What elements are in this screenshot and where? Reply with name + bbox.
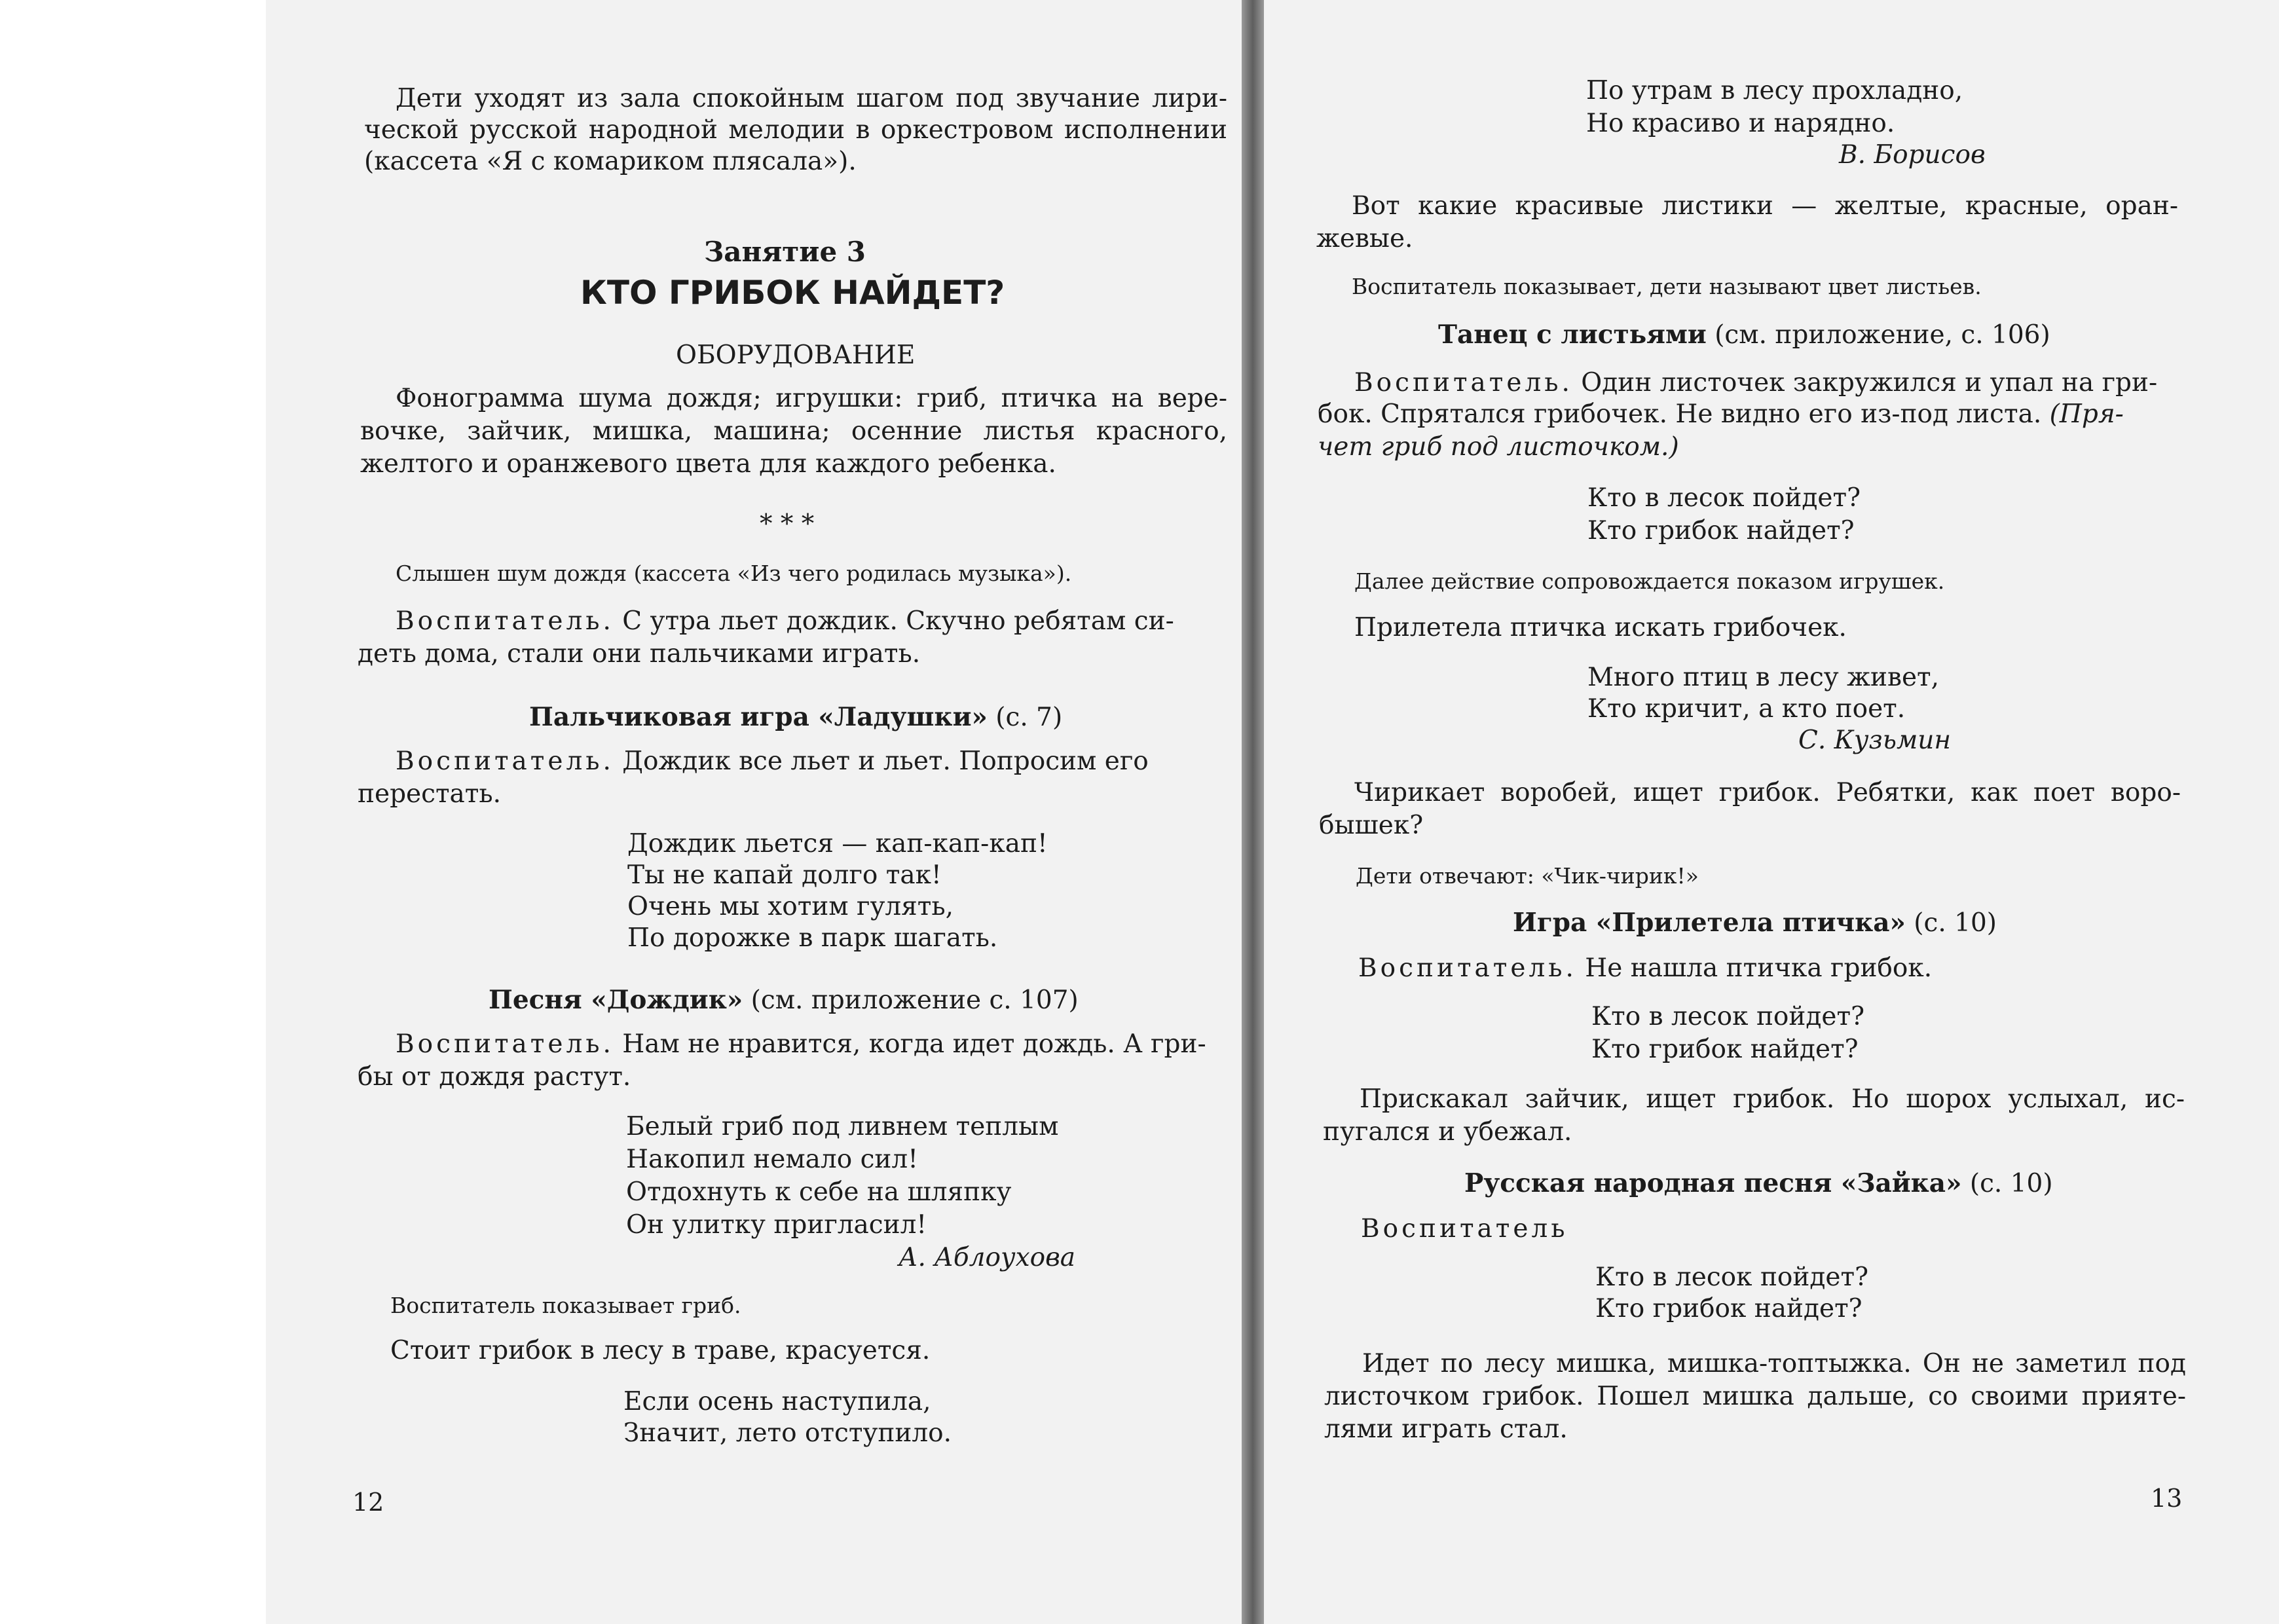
dance-ref: (см. приложение, с. 106) [1706, 320, 2050, 350]
speaker-label: Воспитатель. [1354, 368, 1573, 397]
speaker-label: Воспитатель. [396, 747, 614, 776]
song-2-title: Русская народная песня «Зайка» [1464, 1168, 1962, 1198]
paragraph-3-line-2: бы от дождя растут. [358, 1062, 631, 1092]
poem-1-line-3: Очень мы хотим гулять, [627, 892, 954, 921]
poem-birds-line-1: Много птиц в лесу живет, [1587, 663, 1940, 692]
refrain-2-line-1: Кто в лесок пойдет? [1591, 1002, 1864, 1031]
r-paragraph-1-line-2-text: бок. Спрятался грибочек. Не видно его из-под листа. [1318, 399, 2042, 429]
speaker-label: Воспитатель. [1358, 953, 1577, 983]
note-show-mushroom: Воспитатель показывает гриб. [390, 1293, 741, 1318]
song-1-heading [489, 985, 1079, 1015]
dance-heading [1438, 320, 2050, 350]
stage-direction-part-2: чет гриб под листочком.) [1318, 432, 1679, 462]
r-paragraph-1-line-1 [1354, 368, 2157, 397]
poem-2-author: А. Аблоухова [899, 1243, 1076, 1272]
poem-1-line-1: Дождик льется — кап-кап-кап! [627, 829, 1048, 858]
poem-3-line-2: Значит, лето отступило. [623, 1418, 952, 1448]
poem-2-line-1: Белый гриб под ливнем теплым [626, 1112, 1059, 1141]
leaves-line-2: жевые. [1316, 224, 1413, 253]
paragraph-3-text: Нам не нравится, когда идет дождь. А гри- [614, 1029, 1206, 1059]
paragraph-3-line-1 [396, 1029, 1206, 1059]
page-number-right: 13 [2151, 1484, 2183, 1513]
stage-direction-part-1: (Пря- [2041, 399, 2124, 429]
game-2-title: Игра «Прилетела птичка» [1513, 908, 1906, 938]
r-paragraph-1-line-2 [1318, 399, 2124, 429]
mushroom-line: Стоит грибок в лесу в траве, красуется. [390, 1336, 931, 1365]
poem-top-author: В. Борисов [1839, 140, 1986, 170]
poem-birds-line-2: Кто кричит, а кто поет. [1587, 694, 1906, 724]
paragraph-2-line-1 [396, 747, 1149, 776]
poem-top-line-1: По утрам в лесу прохладно, [1586, 76, 1963, 105]
paragraph-2-text: Дождик все льет и льет. Попросим его [614, 747, 1149, 776]
bear-line-3: лями играть стал. [1324, 1414, 1568, 1444]
poem-1-line-2: Ты не капай долго так! [627, 860, 942, 890]
refrain-1-line-2: Кто грибок найдет? [1587, 516, 1855, 545]
game-1-title: Пальчиковая игра «Ладушки» [529, 702, 988, 732]
note-toys: Далее действие сопровождается показом игрушек. [1354, 568, 1945, 594]
song-1-ref: (см. приложение с. 107) [743, 986, 1079, 1015]
game-2-heading [1513, 908, 1997, 938]
hare-line-1: Прискакал зайчик, ищет грибок. Но шорох услыхал, ис- [1360, 1084, 2185, 1114]
r-paragraph-2-text: Не нашла птичка грибок. [1576, 953, 1933, 983]
lesson-title: КТО ГРИБОК НАЙДЕТ? [580, 274, 1005, 312]
song-2-ref: (с. 10) [1961, 1169, 2053, 1198]
note-leaves: Воспитатель показывает, дети называют цвет листьев. [1352, 274, 1982, 299]
lesson-label: Занятие 3 [704, 236, 866, 268]
poem-2-line-4: Он улитку пригласил! [626, 1210, 927, 1240]
separator-stars: * * * [760, 509, 815, 539]
intro-line-2: ческой русской народной мелодии в оркестровом исполнении [364, 115, 1227, 145]
poem-2-line-2: Накопил немало сил! [626, 1145, 918, 1174]
intro-line-1: Дети уходят из зала спокойным шагом под звучание лири- [396, 84, 1227, 113]
refrain-3-line-2: Кто грибок найдет? [1595, 1294, 1862, 1323]
poem-1-line-4: По дорожке в парк шагать. [627, 923, 998, 953]
speaker-label: Воспитатель. [396, 606, 614, 636]
intro-line-3: (кассета «Я с комариком плясала»). [364, 147, 857, 176]
game-1-heading [529, 702, 1062, 732]
bird-line: Прилетела птичка искать грибочек. [1354, 613, 1847, 642]
equipment-line-2: вочке, зайчик, мишка, машина; осенние листья красного, [360, 416, 1227, 446]
equipment-line-1: Фонограмма шума дождя; игрушки: гриб, птичка на вере- [396, 384, 1227, 413]
song-1-title: Песня «Дождик» [489, 985, 743, 1015]
paragraph-1-line-1 [396, 606, 1174, 636]
paragraph-1-line-2: деть дома, стали они пальчиками играть. [358, 639, 921, 669]
poem-birds-author: С. Кузьмин [1798, 726, 1952, 755]
game-2-ref: (с. 10) [1905, 908, 1997, 938]
r-paragraph-2 [1358, 953, 1932, 983]
sparrow-line-2: бышек? [1319, 811, 1424, 840]
rain-note: Слышен шум дождя (кассета «Из чего родилась музыка»). [396, 561, 1072, 586]
equipment-heading: ОБОРУДОВАНИЕ [676, 341, 916, 370]
hare-line-2: пугался и убежал. [1323, 1117, 1572, 1147]
poem-3-line-1: Если осень наступила, [623, 1387, 931, 1416]
note-children-answer: Дети отвечают: «Чик-чирик!» [1356, 863, 1699, 889]
sparrow-line-1: Чирикает воробей, ищет грибок. Ребятки, как поет воро- [1354, 778, 2181, 807]
speaker-standalone: Воспитатель [1361, 1214, 1568, 1244]
game-1-ref: (с. 7) [987, 703, 1063, 732]
poem-2-line-3: Отдохнуть к себе на шляпку [626, 1177, 1012, 1207]
book-gutter [1242, 0, 1264, 1624]
bear-line-2: листочком грибок. Пошел мишка дальше, со своими прияте- [1324, 1382, 2186, 1411]
page-number-left: 12 [352, 1488, 384, 1517]
paragraph-1-text: С утра льет дождик. Скучно ребятам си- [614, 606, 1174, 636]
leaves-line-1: Вот какие красивые листики — желтые, красные, оран- [1352, 191, 2178, 221]
song-2-heading [1464, 1168, 2053, 1198]
dance-title: Танец с листьями [1438, 320, 1707, 350]
poem-top-line-2: Но красиво и нарядно. [1586, 109, 1895, 138]
refrain-3-line-1: Кто в лесок пойдет? [1595, 1263, 1868, 1292]
refrain-2-line-2: Кто грибок найдет? [1591, 1035, 1859, 1064]
paragraph-2-line-2: перестать. [358, 779, 501, 809]
equipment-line-3: желтого и оранжевого цвета для каждого ребенка. [360, 449, 1056, 479]
refrain-1-line-1: Кто в лесок пойдет? [1587, 483, 1861, 513]
bear-line-1: Идет по лесу мишка, мишка-топтыжка. Он не заметил под [1362, 1349, 2186, 1378]
speaker-label: Воспитатель. [396, 1029, 614, 1059]
r-paragraph-1-text: Один листочек закружился и упал на гри- [1572, 368, 2158, 397]
